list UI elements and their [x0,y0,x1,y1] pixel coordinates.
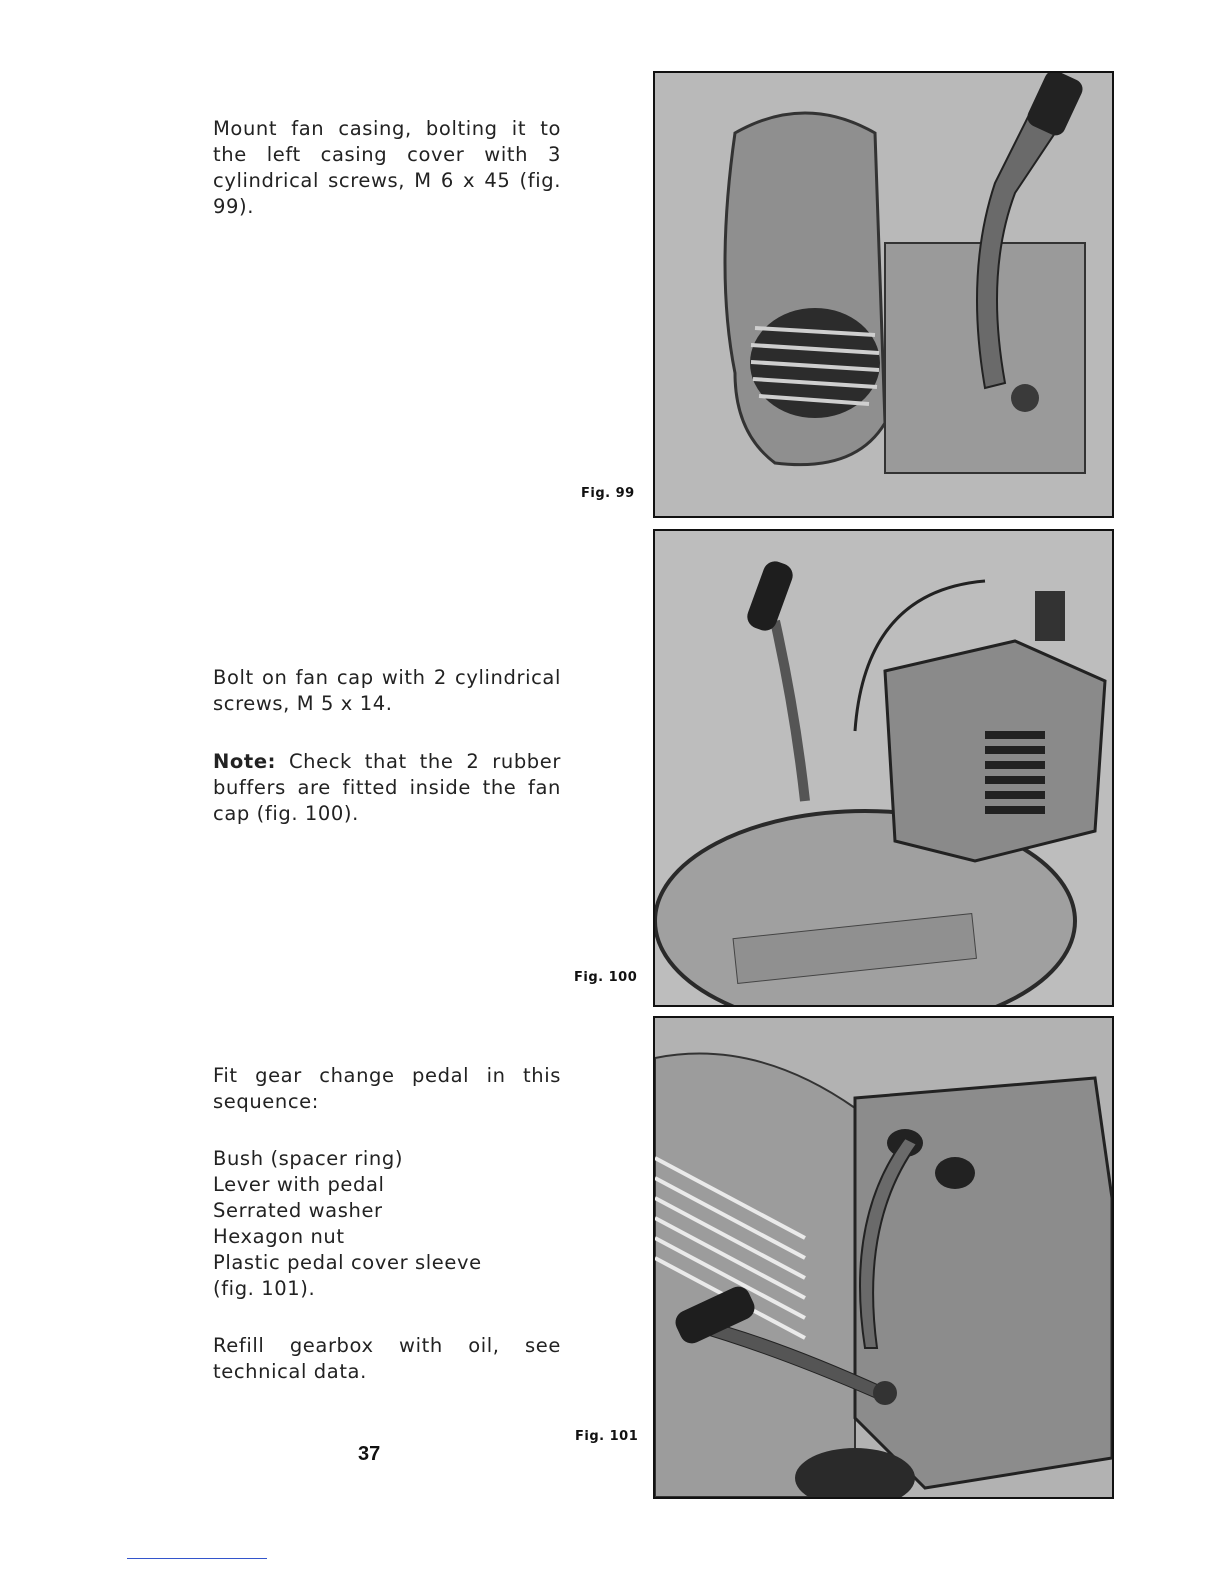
list-item: Hexagon nut [213,1225,345,1248]
note-rubber-buffers [213,749,561,827]
note-text: Check that the 2 rubber buffers are fitted inside the fan cap (fig. 100). [213,750,561,825]
list-item: (fig. 101). [213,1277,316,1300]
list-item: Serrated washer [213,1199,383,1222]
instruction-mount-fan-casing [213,116,561,220]
figure-caption-99: Fig. 99 [581,486,635,501]
instruction-text: Bolt on fan cap with 2 cylindrical screws, M 5 x 14. [213,666,561,715]
list-item: Bush (spacer ring) [213,1147,404,1170]
figure-caption-100: Fig. 100 [574,970,638,985]
divider-line [127,1558,267,1559]
pedal-fit-sequence-list [213,1146,573,1302]
figure-101-photo [653,1016,1114,1499]
instruction-text: Fit gear change pedal in this sequence: [213,1064,561,1113]
instruction-fan-cap [213,665,561,717]
figure-caption-101: Fig. 101 [575,1429,639,1444]
note-label: Note: [213,750,277,773]
instruction-refill-gearbox [213,1333,561,1385]
page-number: 37 [358,1443,381,1465]
figure-99-photo [653,71,1114,518]
list-item: Lever with pedal [213,1173,385,1196]
list-item: Plastic pedal cover sleeve [213,1251,482,1274]
instruction-text: Mount fan casing, bolting it to the left casing cover with 3 cylindrical screws, M 6 x 45 (fig. 99). [213,117,561,218]
figure-100-photo [653,529,1114,1007]
instruction-gear-pedal-intro [213,1063,561,1115]
instruction-text: Refill gearbox with oil, see technical data. [213,1334,561,1383]
